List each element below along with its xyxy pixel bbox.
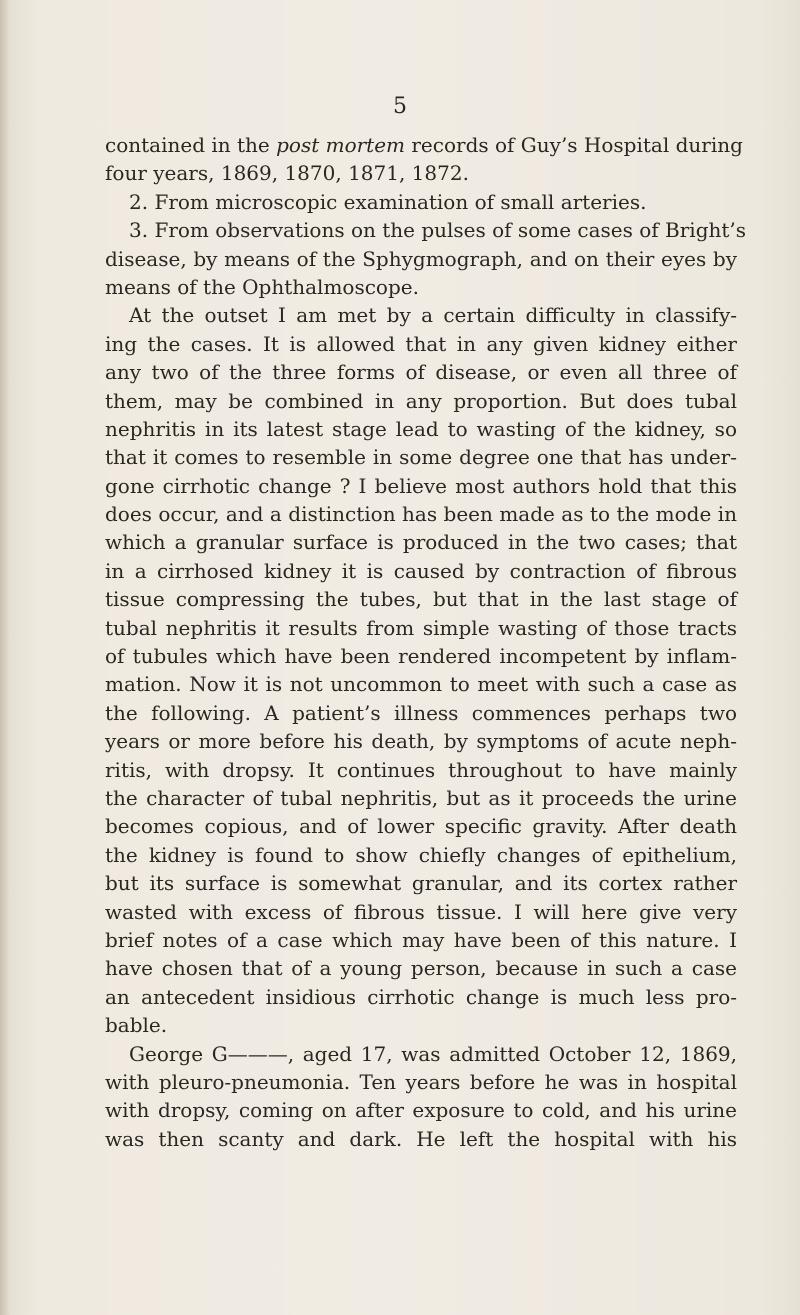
text-run: becomes copious, and of lower specific gravity. After death (105, 814, 737, 839)
text-line (105, 528, 737, 556)
text-run: the kidney is found to show chiefly changes of epithelium, (105, 842, 737, 867)
page-number: 5 (393, 94, 407, 119)
text-line (105, 954, 737, 982)
text-run: 2. From microscopic examination of small arteries. (129, 189, 647, 214)
text-run: records of Guy’s Hospital during (405, 133, 743, 157)
text-run: disease, by means of the Sphygmograph, and on their eyes by (105, 246, 737, 271)
text-run: of tubules which have been rendered incompetent by inflam- (105, 644, 737, 669)
text-run: four years, 1869, 1870, 1871, 1872. (105, 161, 469, 186)
text-run: years or more before his death, by symptoms of acute neph- (105, 729, 737, 754)
text-run: tubal nephritis it results from simple wasting of those tracts (105, 615, 737, 640)
text-run: contained in the (105, 133, 277, 157)
text-line (105, 614, 737, 642)
text-line (105, 387, 737, 415)
text-run: does occur, and a distinction has been made as to the mode in (105, 502, 737, 527)
text-run: which a granular surface is produced in the two cases; that (105, 530, 737, 555)
text-line (105, 273, 737, 301)
body-text (105, 131, 747, 1153)
text-run: wasted with excess of fibrous tissue. I will here give very (105, 899, 737, 924)
text-line (105, 1068, 737, 1096)
text-line (105, 358, 737, 386)
text-line (105, 926, 737, 954)
text-line (105, 1096, 737, 1124)
text-run: ritis, with dropsy. It continues throughout to have mainly (105, 757, 737, 782)
text-line (105, 1040, 737, 1068)
text-line (105, 983, 737, 1011)
text-line (105, 557, 737, 585)
text-run: ing the cases. It is allowed that in any given kidney either (105, 331, 737, 356)
text-run: nephritis in its latest stage lead to wasting of the kidney, so (105, 416, 737, 441)
text-line (105, 699, 737, 727)
text-line (105, 898, 737, 926)
text-line (105, 869, 737, 897)
text-run: with dropsy, coming on after exposure to cold, and his urine (105, 1098, 737, 1123)
text-line (105, 188, 737, 216)
text-run: brief notes of a case which may have been of this nature. I (105, 927, 737, 952)
text-line (105, 245, 737, 273)
text-line (105, 670, 737, 698)
text-line (105, 443, 737, 471)
text-line (105, 330, 737, 358)
text-run: an antecedent insidious cirrhotic change is much less pro- (105, 984, 737, 1009)
text-line (105, 1011, 737, 1039)
italic-text: post mortem (276, 133, 406, 157)
text-run: 3. From observations on the pulses of some cases of Bright’s (129, 218, 747, 243)
text-run: the following. A patient’s illness commences perhaps two (105, 700, 737, 725)
text-run: gone cirrhotic change ? I believe most authors hold that this (105, 473, 737, 498)
text-run: have chosen that of a young person, because in such a case (105, 956, 737, 981)
page-spine-shadow (0, 0, 10, 1315)
text-run: in a cirrhosed kidney it is caused by contraction of fibrous (105, 558, 737, 583)
text-line (105, 500, 737, 528)
text-line (105, 131, 743, 159)
text-run: was then scanty and dark. He left the hospital with his (105, 1126, 737, 1151)
text-run: them, may be combined in any proportion. But does tubal (105, 388, 737, 413)
text-run: means of the Ophthalmoscope. (105, 274, 419, 299)
text-line (105, 216, 747, 244)
text-run: but its surface is somewhat granular, and its cortex rather (105, 871, 737, 896)
text-run: tissue compressing the tubes, but that in the last stage of (105, 587, 737, 612)
text-line (105, 585, 737, 613)
text-run: mation. Now it is not uncommon to meet with such a case as (105, 672, 737, 697)
text-run: any two of the three forms of disease, or even all three of (105, 360, 737, 385)
text-run: George G———, aged 17, was admitted October 12, 1869, (129, 1041, 737, 1066)
text-line (105, 301, 737, 329)
text-run: the character of tubal nephritis, but as it proceeds the urine (105, 785, 737, 810)
text-line (105, 841, 737, 869)
text-run: with pleuro-pneumonia. Ten years before he was in hospital (105, 1069, 737, 1094)
text-line (105, 784, 737, 812)
text-line (105, 1125, 737, 1153)
text-line (105, 727, 737, 755)
text-run: bable. (105, 1013, 168, 1038)
text-run: that it comes to resemble in some degree one that has under- (105, 445, 737, 470)
text-line (105, 642, 737, 670)
text-line (105, 812, 737, 840)
text-line (105, 756, 737, 784)
text-line (105, 415, 737, 443)
text-line (105, 472, 737, 500)
text-run: At the outset I am met by a certain difficulty in classify- (129, 303, 737, 328)
text-line (105, 159, 737, 187)
